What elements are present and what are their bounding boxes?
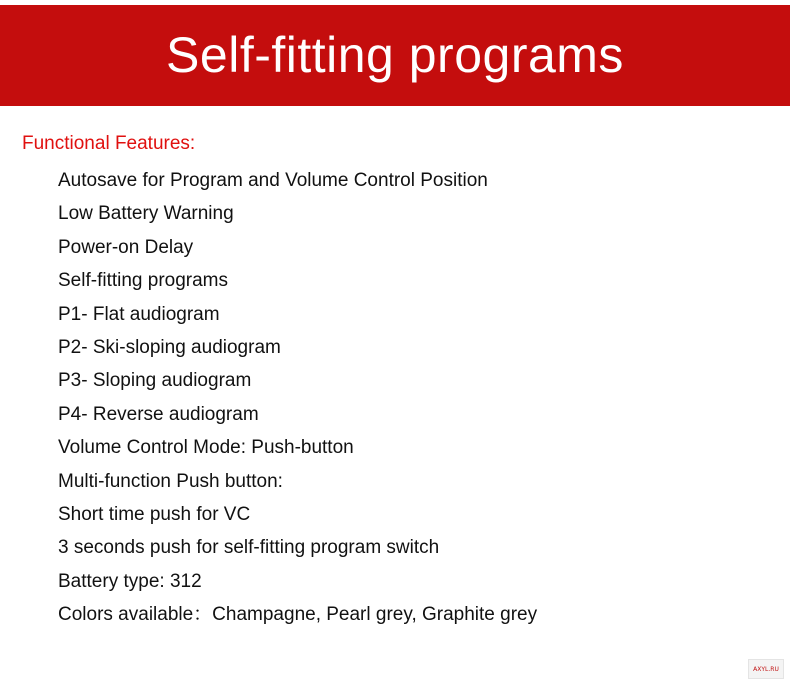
list-item: Battery type: 312 xyxy=(58,570,202,592)
list-item: Low Battery Warning xyxy=(58,203,234,225)
list-item: P4- Reverse audiogram xyxy=(58,403,259,425)
page-title: Self-fitting programs xyxy=(166,26,624,83)
list-item: Colors available：Champagne, Pearl grey, Graphite grey xyxy=(58,604,538,626)
list-item: Autosave for Program and Volume Control Position xyxy=(58,170,488,191)
list-item: Volume Control Mode: Push-button xyxy=(58,437,354,459)
list-item: P1- Flat audiogram xyxy=(58,303,220,325)
list-item: Self-fitting programs xyxy=(58,270,229,292)
list-item: Short time push for VC xyxy=(58,503,251,525)
watermark-logo: AXYL.RU xyxy=(748,659,784,679)
list-item: Power-on Delay xyxy=(58,236,194,258)
feature-list xyxy=(58,164,537,631)
title-banner xyxy=(0,5,790,106)
list-item: Multi-function Push button: xyxy=(58,470,283,492)
section-heading: Functional Features: xyxy=(22,133,196,154)
list-item: P3- Sloping audiogram xyxy=(58,370,252,392)
list-item: 3 seconds push for self-fitting program switch xyxy=(58,537,440,559)
list-item: P2- Ski-sloping audiogram xyxy=(58,336,281,358)
